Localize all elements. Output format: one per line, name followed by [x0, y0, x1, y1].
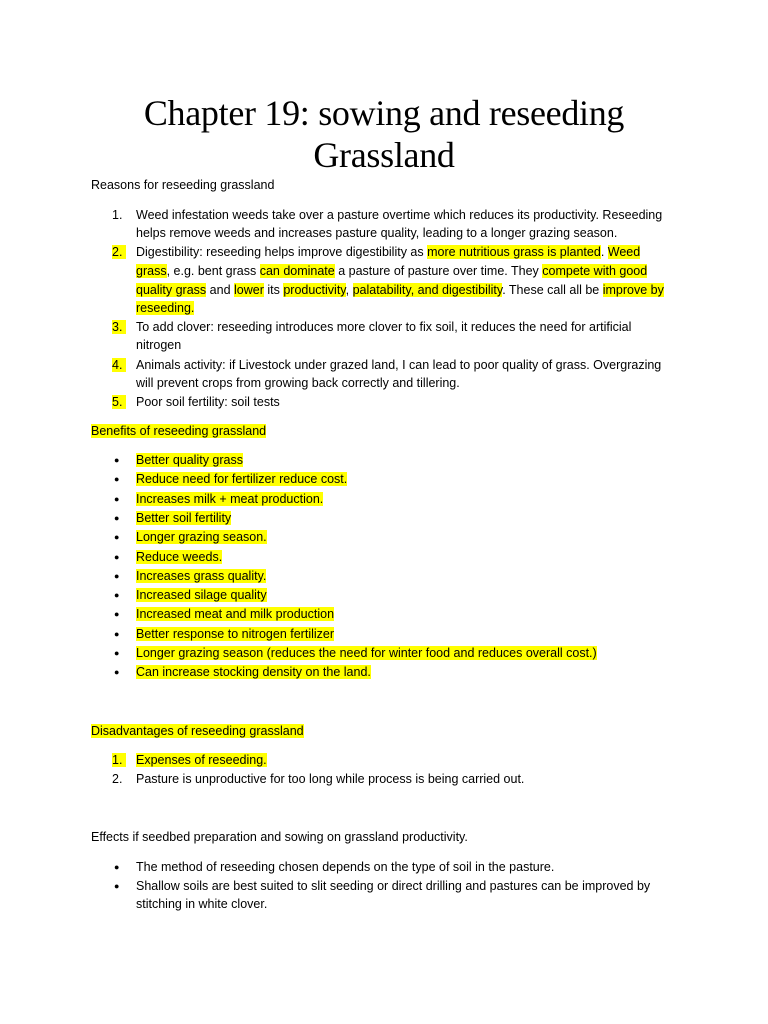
list-item-text: Shallow soils are best suited to slit seeding or direct drilling and pastures can be improved by	[136, 879, 651, 893]
highlighted-text: Increases grass quality.	[136, 569, 267, 583]
page-title-line-1: Chapter 19: sowing and reseeding	[143, 93, 625, 133]
highlighted-text: Better soil fertility	[136, 511, 232, 525]
highlighted-text: Better quality grass	[136, 453, 243, 467]
list-item-text: Weed infestation weeds take over a pasture overtime which reduces its productivity. Reseeding	[136, 208, 663, 222]
highlighted-text: Increased meat and milk production	[136, 607, 335, 621]
bullet-icon: ●	[114, 571, 120, 581]
list-item	[136, 470, 347, 488]
list-number-highlight: 4.	[112, 358, 126, 372]
highlighted-text: Disadvantages of reseeding grassland	[91, 724, 304, 738]
page-title	[0, 92, 768, 176]
text-segment: a pasture of pasture over time. They	[334, 264, 543, 278]
list-number: 1.	[112, 208, 123, 222]
list-number-highlight: 5.	[112, 395, 126, 409]
disadvantages-heading	[91, 722, 304, 740]
highlighted-text: Longer grazing season.	[136, 530, 267, 544]
text-segment: its	[263, 283, 284, 297]
highlighted-text: lower	[234, 283, 264, 297]
bullet-icon: ●	[114, 532, 120, 542]
bullet-icon: ●	[114, 552, 120, 562]
list-item-text: nitrogen	[136, 338, 182, 352]
text-segment: . These call all be	[502, 283, 603, 297]
highlighted-text: can dominate	[259, 264, 335, 278]
list-number-highlight: 3.	[112, 320, 126, 334]
list-number	[112, 243, 126, 261]
highlighted-text: compete with good	[542, 264, 648, 278]
bullet-icon: ●	[114, 648, 120, 658]
text-segment: and	[206, 283, 234, 297]
list-item-text	[136, 243, 640, 261]
list-number	[112, 751, 126, 769]
bullet-icon: ●	[114, 667, 120, 677]
benefits-heading	[91, 422, 266, 440]
list-item	[136, 605, 334, 623]
highlighted-text: Reduce weeds.	[136, 550, 223, 564]
list-item-text: Animals activity: if Livestock under grazed land, I can lead to poor quality of grass. Overgrazing	[136, 358, 662, 372]
page-title-line-2: Grassland	[313, 135, 455, 175]
highlighted-text: reseeding.	[136, 301, 195, 315]
list-item-text: helps remove weeds and increases pasture quality, leading to a longer grazing season.	[136, 226, 618, 240]
text-segment: Digestibility: reseeding helps improve digestibility as	[136, 245, 428, 259]
list-number-highlight: 1.	[112, 753, 126, 767]
list-item	[136, 644, 597, 662]
list-item	[136, 490, 323, 508]
text-segment: ,	[345, 283, 353, 297]
bullet-icon: ●	[114, 609, 120, 619]
list-item-text: The method of reseeding chosen depends on the type of soil in the pasture.	[136, 860, 555, 874]
list-item	[136, 586, 267, 604]
bullet-icon: ●	[114, 494, 120, 504]
highlighted-text: Increased silage quality	[136, 588, 267, 602]
highlighted-text: Reduce need for fertilizer reduce cost.	[136, 472, 348, 486]
list-item	[136, 625, 334, 643]
list-number	[112, 393, 126, 411]
highlighted-text: Benefits of reseeding grassland	[91, 424, 267, 438]
highlighted-text: grass	[136, 264, 167, 278]
list-item-text	[136, 299, 194, 317]
list-number	[112, 318, 126, 336]
text-segment: .	[600, 245, 608, 259]
bullet-icon: ●	[114, 513, 120, 523]
highlighted-text: Expenses of reseeding.	[136, 753, 267, 767]
list-item	[136, 528, 267, 546]
text-segment: , e.g. bent grass	[166, 264, 260, 278]
bullet-icon: ●	[114, 474, 120, 484]
highlighted-text: productivity	[283, 283, 346, 297]
effects-heading: Effects if seedbed preparation and sowing on grassland productivity.	[91, 830, 468, 844]
list-item-text: stitching in white clover.	[136, 897, 268, 911]
bullet-icon: ●	[114, 590, 120, 600]
highlighted-text: Increases milk + meat production.	[136, 492, 324, 506]
highlighted-text: Better response to nitrogen fertilizer	[136, 627, 335, 641]
list-item	[136, 548, 222, 566]
highlighted-text: Can increase stocking density on the land.	[136, 665, 371, 679]
list-number-highlight: 2.	[112, 245, 126, 259]
highlighted-text: palatability, and digestibility	[352, 283, 503, 297]
list-item	[136, 451, 243, 469]
list-item	[136, 567, 266, 585]
bullet-icon: ●	[114, 629, 120, 639]
bullet-icon: ●	[114, 862, 120, 872]
list-number	[112, 356, 126, 374]
list-item-text	[136, 281, 664, 299]
bullet-icon: ●	[114, 455, 120, 465]
highlighted-text: quality grass	[136, 283, 207, 297]
list-item-text: Poor soil fertility: soil tests	[136, 395, 280, 409]
bullet-icon: ●	[114, 881, 120, 891]
highlighted-text: Weed	[607, 245, 641, 259]
list-item-text: Pasture is unproductive for too long while process is being carried out.	[136, 772, 525, 786]
list-item-text: To add clover: reseeding introduces more clover to fix soil, it reduces the need for artificial	[136, 320, 632, 334]
reasons-heading: Reasons for reseeding grassland	[91, 178, 275, 192]
list-item-text	[136, 262, 647, 280]
list-item	[136, 509, 231, 527]
list-item-text: will prevent crops from growing back correctly and tillering.	[136, 376, 460, 390]
list-item-text	[136, 751, 267, 769]
list-number: 2.	[112, 772, 123, 786]
highlighted-text: improve by	[602, 283, 664, 297]
highlighted-text: more nutritious grass is planted	[427, 245, 601, 259]
list-item	[136, 663, 371, 681]
highlighted-text: Longer grazing season (reduces the need for winter food and reduces overall cost.)	[136, 646, 597, 660]
